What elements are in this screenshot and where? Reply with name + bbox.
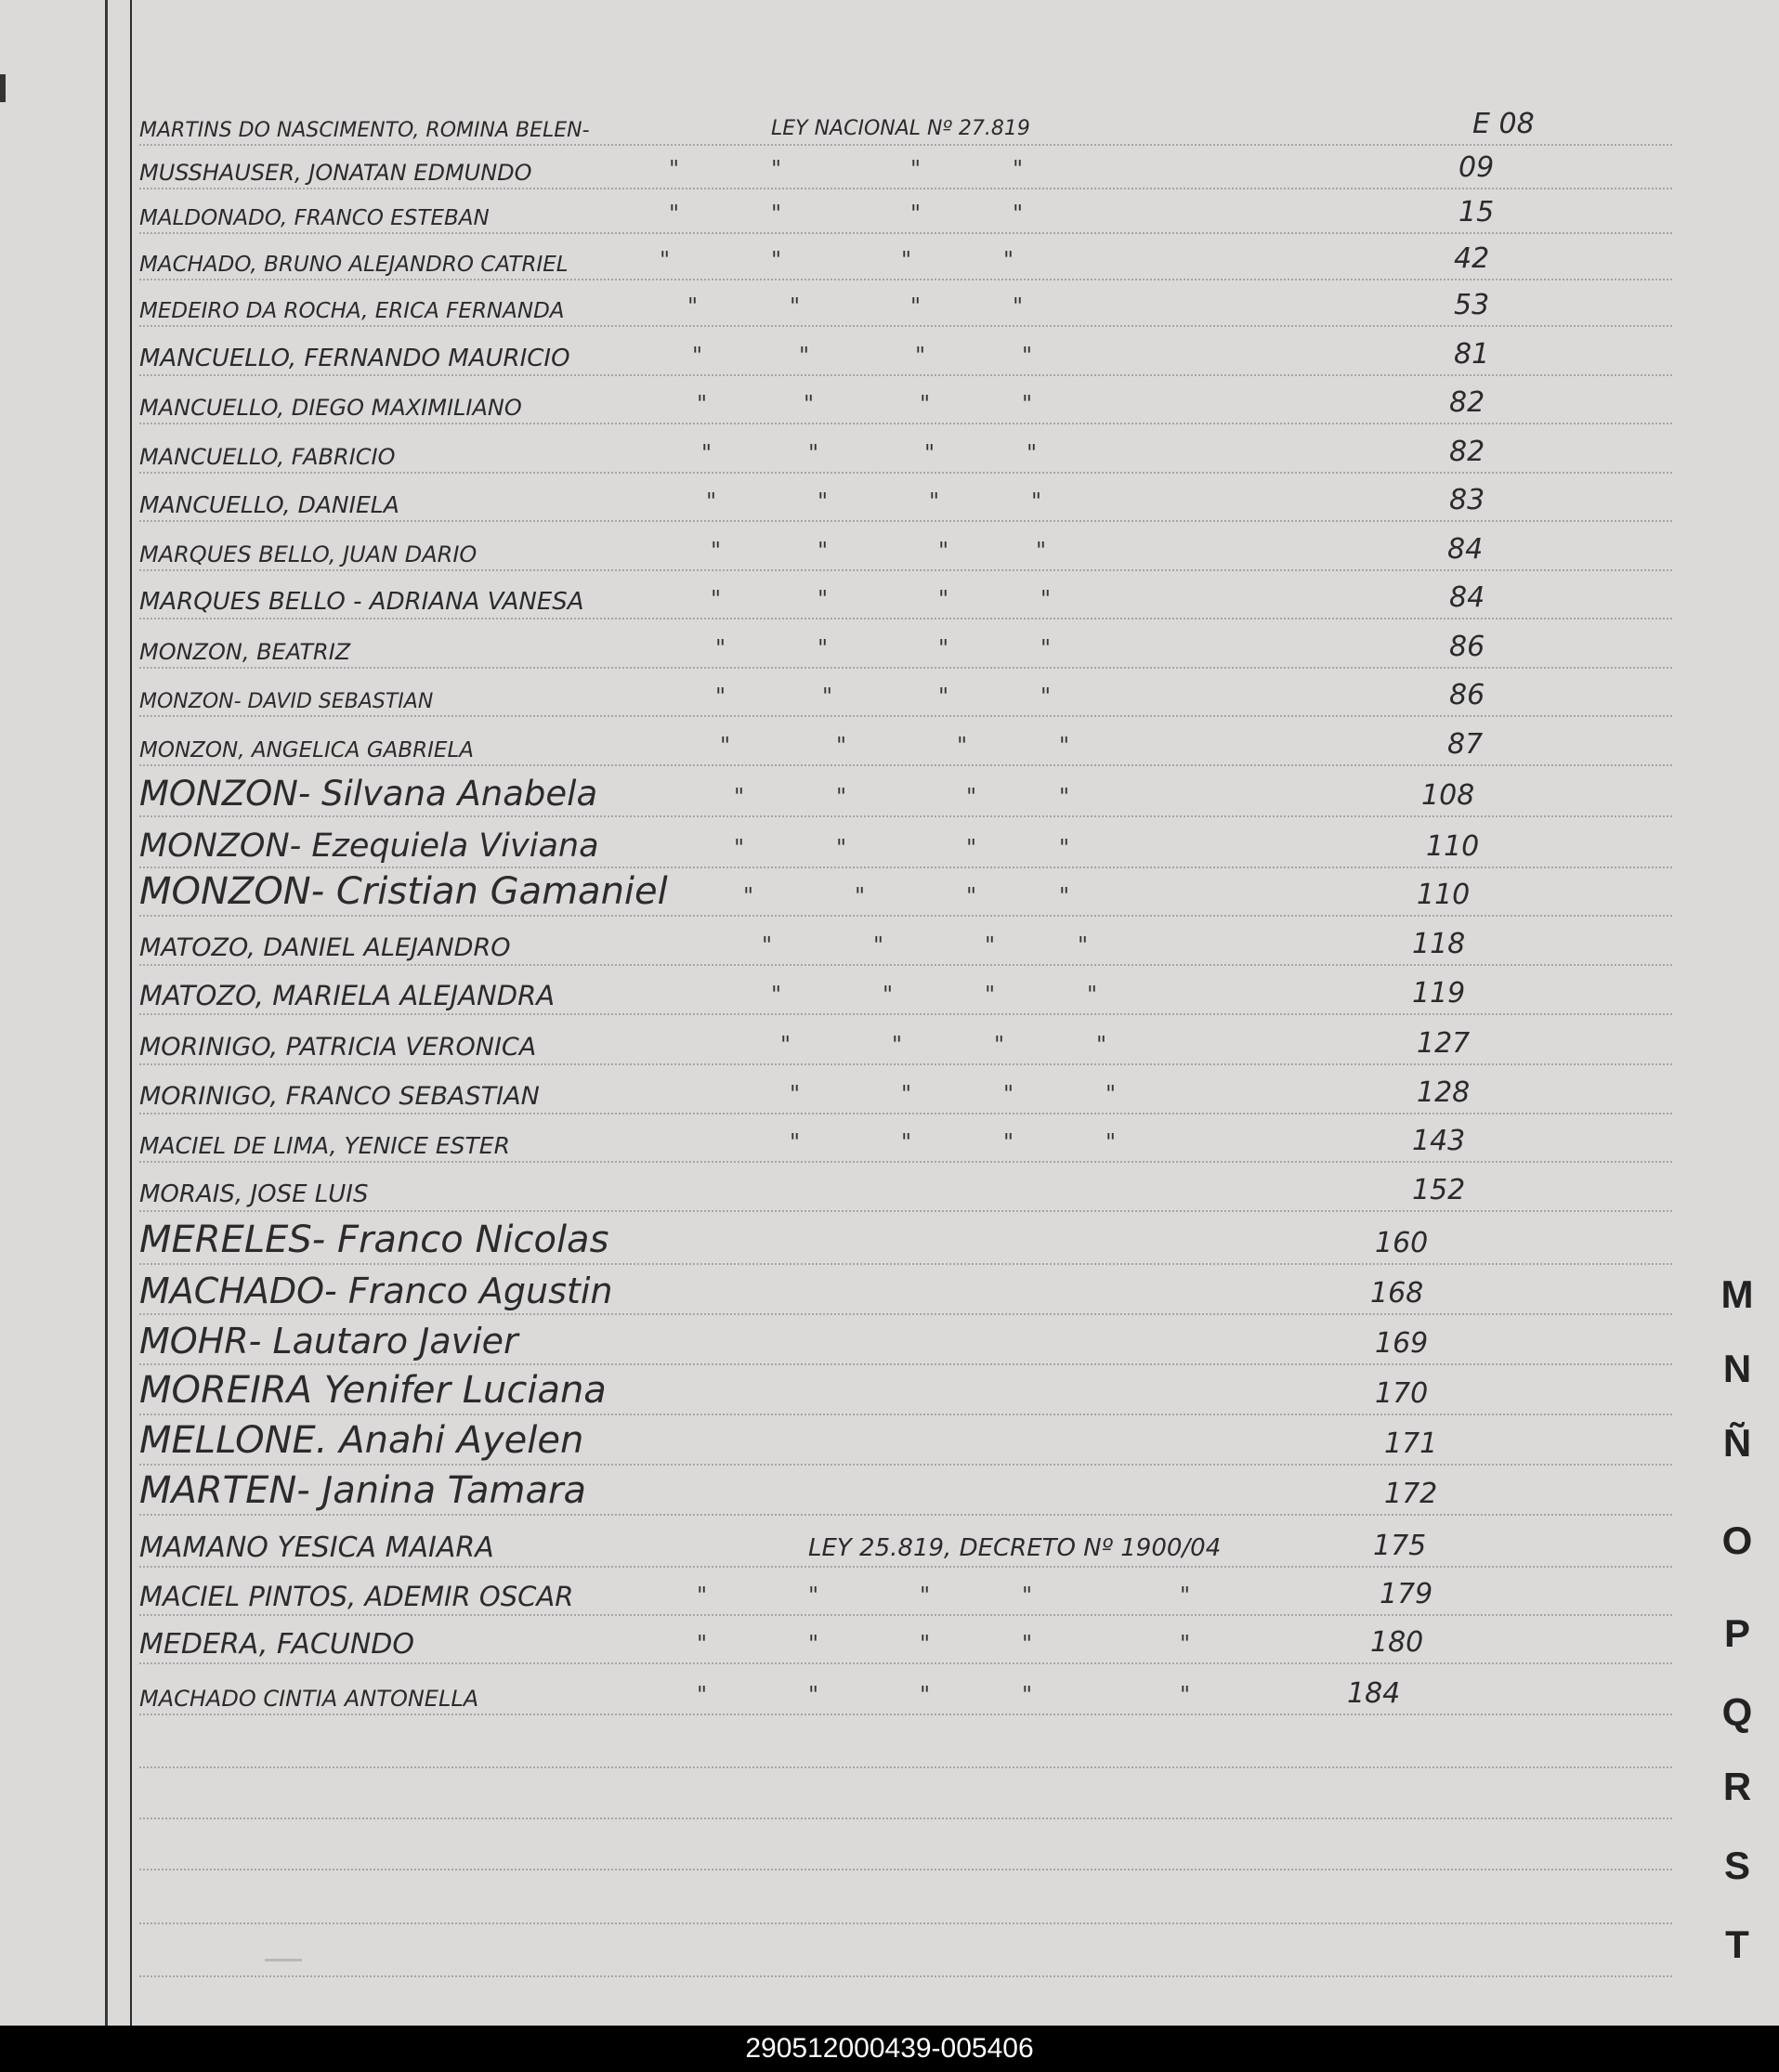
ditto-mark: " <box>1180 1583 1191 1609</box>
ditto-mark: " <box>715 684 726 710</box>
entry-number: 42 <box>1454 242 1490 275</box>
ditto-mark: " <box>780 1032 791 1058</box>
index-entry <box>139 435 1672 474</box>
index-entry <box>139 580 1672 619</box>
ditto-mark: " <box>790 1129 801 1155</box>
alphabet-tabs <box>1700 0 1779 2026</box>
ditto-mark: " <box>920 1631 931 1657</box>
ditto-mark: " <box>1003 1081 1014 1107</box>
ditto-mark: " <box>1059 784 1070 810</box>
ditto-mark: " <box>1096 1032 1107 1058</box>
entry-name: MAMANO YESICA MAIARA <box>139 1531 494 1564</box>
ditto-mark: " <box>901 1129 912 1155</box>
ditto-mark: " <box>818 586 829 612</box>
ditto-mark: " <box>966 784 977 810</box>
entry-name: MONZON, BEATRIZ <box>139 639 351 665</box>
entry-number: 171 <box>1384 1427 1438 1460</box>
entry-name: MARTEN- Janina Tamara <box>139 1469 586 1512</box>
entry-number: 160 <box>1375 1227 1429 1259</box>
ditto-mark: " <box>692 343 703 369</box>
entry-name: MANCUELLO, FERNANDO MAURICIO <box>139 345 570 372</box>
entry-name: MARTINS DO NASCIMENTO, ROMINA BELEN- <box>139 119 590 142</box>
ditto-mark: " <box>790 293 801 319</box>
ditto-mark: " <box>1003 1129 1014 1155</box>
index-entry <box>139 241 1672 280</box>
entry-number: 118 <box>1412 928 1466 960</box>
entry-name: MACHADO CINTIA ANTONELLA <box>139 1686 479 1712</box>
entry-name: MANCUELLO, DIEGO MAXIMILIANO <box>139 395 522 421</box>
index-entry <box>139 1218 1672 1265</box>
index-entry <box>139 1026 1672 1065</box>
entry-number: 15 <box>1459 196 1495 228</box>
ditto-mark: " <box>1013 201 1024 227</box>
entry-number: 87 <box>1447 728 1484 761</box>
entry-number: 152 <box>1412 1174 1466 1206</box>
entry-number: 180 <box>1370 1626 1424 1659</box>
entry-name: MORINIGO, PATRICIA VERONICA <box>139 1033 537 1062</box>
ditto-mark: " <box>697 1583 708 1609</box>
entry-name: MONZON, ANGELICA GABRIELA <box>139 738 475 762</box>
faint-mark <box>265 1936 302 1961</box>
tab-letter[interactable]: R <box>1722 1765 1752 1808</box>
ditto-mark: " <box>808 1631 819 1657</box>
entry-number: 143 <box>1412 1125 1466 1157</box>
entry-name: MACIEL DE LIMA, YENICE ESTER <box>139 1132 510 1159</box>
ditto-mark: " <box>924 440 935 466</box>
tab-letter[interactable]: O <box>1721 1518 1753 1562</box>
ditto-mark: " <box>855 883 866 909</box>
entry-law-reference: LEY NACIONAL Nº 27.819 <box>771 117 1030 140</box>
index-entry <box>139 829 1672 868</box>
entry-number: 175 <box>1373 1530 1427 1562</box>
entry-name: MONZON- Silvana Anabela <box>139 774 598 814</box>
index-entry <box>139 1369 1672 1415</box>
ditto-mark: " <box>1013 156 1024 182</box>
entry-number: 168 <box>1370 1277 1424 1310</box>
ditto-mark: " <box>715 635 726 661</box>
tab-letter[interactable]: Q <box>1721 1690 1753 1734</box>
ditto-mark: " <box>883 982 894 1008</box>
ditto-mark: " <box>808 440 819 466</box>
ditto-mark: " <box>743 883 754 909</box>
tab-letter[interactable]: P <box>1723 1611 1750 1655</box>
ditto-mark: " <box>818 489 829 515</box>
entry-number: 84 <box>1449 581 1485 614</box>
blank-rule-line <box>139 1974 1672 1977</box>
index-entry <box>139 1173 1672 1212</box>
ditto-mark: " <box>1105 1081 1117 1107</box>
tab-letter[interactable]: T <box>1725 1922 1749 1966</box>
ditto-mark: " <box>920 1583 931 1609</box>
ditto-mark: " <box>1013 293 1024 319</box>
ditto-mark: " <box>818 635 829 661</box>
entry-number: 108 <box>1421 779 1475 812</box>
ditto-mark: " <box>1040 635 1052 661</box>
ditto-mark: " <box>790 1081 801 1107</box>
ditto-mark: " <box>804 391 815 417</box>
ditto-mark: " <box>1022 1631 1033 1657</box>
ditto-mark: " <box>920 1682 931 1708</box>
tab-letter[interactable]: Ñ <box>1722 1421 1752 1465</box>
blank-rule-line <box>139 1921 1672 1924</box>
ditto-mark: " <box>938 635 949 661</box>
ditto-mark: " <box>1040 684 1052 710</box>
ditto-mark: " <box>938 684 949 710</box>
entry-name: MATOZO, DANIEL ALEJANDRO <box>139 933 511 962</box>
ditto-mark: " <box>1022 343 1033 369</box>
index-entry <box>139 288 1672 327</box>
ditto-mark: " <box>910 293 922 319</box>
ditto-mark: " <box>1059 835 1070 861</box>
ditto-mark: " <box>706 489 717 515</box>
index-entry <box>139 195 1672 234</box>
tab-letter[interactable]: S <box>1723 1844 1750 1887</box>
index-entry <box>139 1271 1672 1315</box>
index-entry <box>139 727 1672 766</box>
ditto-mark: " <box>1105 1129 1117 1155</box>
ditto-mark: " <box>966 835 977 861</box>
entry-number: 119 <box>1412 977 1466 1010</box>
ditto-mark: " <box>1087 982 1098 1008</box>
document-id-footer: 290512000439-005406 <box>0 2026 1779 2072</box>
entry-number: 128 <box>1417 1076 1471 1109</box>
entry-name: MONZON- Ezequiela Viviana <box>139 827 599 865</box>
entry-name: MARQUES BELLO, JUAN DARIO <box>139 541 477 567</box>
ditto-mark: " <box>1180 1631 1191 1657</box>
ditto-mark: " <box>892 1032 903 1058</box>
ditto-mark: " <box>808 1682 819 1708</box>
index-entry <box>139 774 1672 817</box>
index-entry <box>139 1577 1672 1616</box>
entry-number: 84 <box>1447 533 1484 566</box>
ditto-mark: " <box>669 156 680 182</box>
ditto-mark: " <box>771 247 782 273</box>
entry-name: MORAIS, JOSE LUIS <box>139 1180 369 1208</box>
ditto-mark: " <box>734 784 745 810</box>
entry-number: 179 <box>1380 1578 1433 1610</box>
ditto-mark: " <box>994 1032 1005 1058</box>
ditto-mark: " <box>901 1081 912 1107</box>
entry-number: 110 <box>1426 830 1480 863</box>
index-entry <box>139 927 1672 966</box>
ditto-mark: " <box>771 201 782 227</box>
index-entry <box>139 1625 1672 1664</box>
ditto-mark: " <box>697 1631 708 1657</box>
entry-name: MARQUES BELLO - ADRIANA VANESA <box>139 588 584 616</box>
index-entry <box>139 337 1672 376</box>
ditto-mark: " <box>836 733 847 759</box>
index-entry <box>139 1124 1672 1163</box>
index-entry <box>139 532 1672 571</box>
index-entry <box>139 1321 1672 1365</box>
index-entry <box>139 150 1672 189</box>
ditto-mark: " <box>808 1583 819 1609</box>
ditto-mark: " <box>836 784 847 810</box>
ditto-mark: " <box>818 538 829 564</box>
entry-name: MACHADO, BRUNO ALEJANDRO CATRIEL <box>139 253 569 277</box>
entry-name: MOREIRA Yenifer Luciana <box>139 1369 607 1412</box>
ditto-mark: " <box>1059 883 1070 909</box>
index-entry <box>139 976 1672 1015</box>
entry-number: 86 <box>1449 631 1485 663</box>
index-entry <box>139 1419 1672 1466</box>
ditto-mark: " <box>1022 1682 1033 1708</box>
entry-number: 169 <box>1375 1327 1429 1360</box>
entry-name: MACIEL PINTOS, ADEMIR OSCAR <box>139 1581 574 1612</box>
ditto-mark: " <box>929 489 940 515</box>
ditto-mark: " <box>669 201 680 227</box>
entry-number: 82 <box>1449 386 1485 419</box>
entry-name: MUSSHAUSER, JONATAN EDMUNDO <box>139 160 532 186</box>
ditto-mark: " <box>901 247 912 273</box>
entry-number: 09 <box>1459 151 1495 184</box>
ditto-mark: " <box>1031 489 1042 515</box>
ditto-mark: " <box>771 156 782 182</box>
entry-name: MORINIGO, FRANCO SEBASTIAN <box>139 1082 540 1111</box>
entry-name: MELLONE. Anahi Ayelen <box>139 1419 584 1462</box>
entry-name: MEDERA, FACUNDO <box>139 1628 414 1661</box>
entry-name: MATOZO, MARIELA ALEJANDRA <box>139 980 556 1011</box>
ditto-mark: " <box>938 586 949 612</box>
ditto-mark: " <box>720 733 731 759</box>
entry-name: MERELES- Franco Nicolas <box>139 1218 609 1261</box>
index-entry <box>139 630 1672 669</box>
entry-number: 86 <box>1449 679 1485 711</box>
index-entry <box>139 870 1672 917</box>
ditto-mark: " <box>985 932 996 958</box>
entry-number: 82 <box>1449 436 1485 468</box>
ditto-mark: " <box>938 538 949 564</box>
entry-name: MOHR- Lautaro Javier <box>139 1321 518 1362</box>
entry-number: 172 <box>1384 1478 1438 1510</box>
blank-rule-line <box>139 1816 1672 1819</box>
tab-letter[interactable]: M <box>1720 1272 1754 1316</box>
entry-name: MANCUELLO, FABRICIO <box>139 444 396 470</box>
ditto-mark: " <box>873 932 884 958</box>
entry-number: E 08 <box>1472 108 1535 140</box>
ditto-mark: " <box>734 835 745 861</box>
index-entry <box>139 1676 1672 1715</box>
ditto-mark: " <box>836 835 847 861</box>
ditto-mark: " <box>1078 932 1089 958</box>
ditto-mark: " <box>1003 247 1014 273</box>
ditto-mark: " <box>1036 538 1047 564</box>
entry-number: 81 <box>1454 338 1490 371</box>
ditto-mark: " <box>687 293 699 319</box>
ditto-mark: " <box>910 201 922 227</box>
ditto-mark: " <box>957 733 968 759</box>
blank-rule-line <box>139 1765 1672 1768</box>
tab-letter[interactable]: N <box>1722 1347 1752 1390</box>
ditto-mark: " <box>697 1682 708 1708</box>
entry-name: MALDONADO, FRANCO ESTEBAN <box>139 206 490 230</box>
entry-name: MONZON- Cristian Gamaniel <box>139 870 668 913</box>
entry-name: MONZON- DAVID SEBASTIAN <box>139 690 434 713</box>
ditto-mark: " <box>822 684 833 710</box>
entry-name: MEDEIRO DA ROCHA, ERICA FERNANDA <box>139 299 565 323</box>
entry-name: MANCUELLO, DANIELA <box>139 491 399 518</box>
ditto-mark: " <box>771 982 782 1008</box>
ditto-mark: " <box>799 343 810 369</box>
ditto-mark: " <box>1180 1682 1191 1708</box>
index-entry <box>139 1529 1672 1568</box>
index-entry <box>139 483 1672 522</box>
ditto-mark: " <box>1022 1583 1033 1609</box>
ditto-mark: " <box>920 391 931 417</box>
ditto-mark: " <box>697 391 708 417</box>
blank-rule-line <box>139 1867 1672 1870</box>
ditto-mark: " <box>711 586 722 612</box>
index-entry <box>139 678 1672 717</box>
ditto-mark: " <box>1040 586 1052 612</box>
entry-law-reference: LEY 25.819, DECRETO Nº 1900/04 <box>808 1534 1222 1562</box>
ditto-mark: " <box>1059 733 1070 759</box>
ditto-mark: " <box>1022 391 1033 417</box>
ditto-mark: " <box>966 883 977 909</box>
entry-number: 83 <box>1449 484 1485 516</box>
ditto-mark: " <box>985 982 996 1008</box>
ditto-mark: " <box>711 538 722 564</box>
ditto-mark: " <box>910 156 922 182</box>
entry-number: 184 <box>1347 1677 1401 1710</box>
entry-name: MACHADO- Franco Agustin <box>139 1271 613 1311</box>
ditto-mark: " <box>660 247 671 273</box>
ditto-mark: " <box>915 343 926 369</box>
entry-number: 110 <box>1417 879 1471 911</box>
ditto-mark: " <box>701 440 713 466</box>
entry-number: 127 <box>1417 1027 1471 1060</box>
index-entry <box>139 1075 1672 1114</box>
index-entry <box>139 385 1672 424</box>
ditto-mark: " <box>1027 440 1038 466</box>
index-entry <box>139 107 1672 146</box>
entry-number: 53 <box>1454 289 1490 321</box>
ditto-mark: " <box>762 932 773 958</box>
entry-number: 170 <box>1375 1377 1429 1410</box>
index-entry <box>139 1469 1672 1516</box>
